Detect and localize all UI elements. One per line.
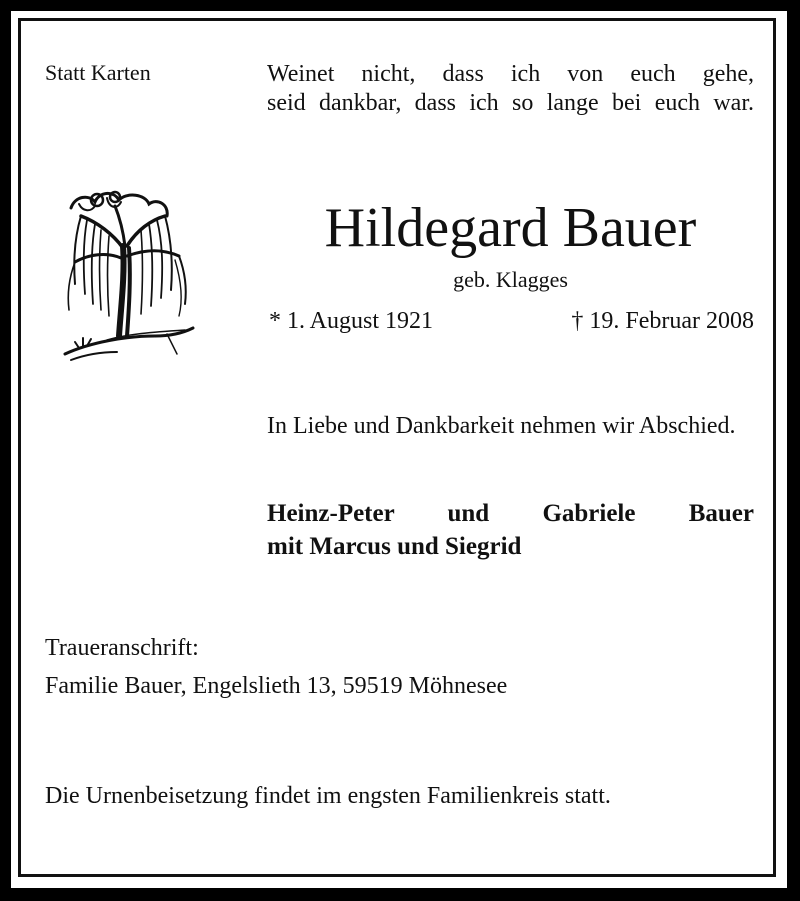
burial-notice: Die Urnenbeisetzung findet im engsten Familienkreis statt. (45, 783, 611, 809)
mourning-address: Familie Bauer, Engelslieth 13, 59519 Möhnesee (45, 673, 508, 699)
statt-karten-note: Statt Karten (45, 60, 151, 85)
deceased-name: Hildegard Bauer (324, 197, 697, 259)
weeping-willow-tree-icon (57, 186, 197, 371)
motto-quote (267, 60, 754, 118)
mourners-line-2: mit Marcus und Siegrid (267, 533, 522, 560)
farewell-text: In Liebe und Dankbarkeit nehmen wir Abschied. (267, 413, 736, 439)
mourners (267, 497, 754, 563)
mourning-address-label: Traueranschrift: (45, 635, 199, 661)
birth-date: * 1. August 1921 (269, 308, 434, 334)
motto-line-1: Weinet nicht, dass ich von euch gehe, (267, 61, 754, 87)
death-date: † 19. Februar 2008 (571, 308, 754, 334)
motto-line-2: seid dankbar, dass ich so lange bei euch war. (267, 90, 754, 116)
notice-frame (18, 18, 776, 877)
obituary-notice (11, 11, 787, 888)
birth-name: geb. Klagges (453, 267, 568, 292)
mourners-line-1: Heinz-Peter und Gabriele Bauer (267, 500, 754, 527)
